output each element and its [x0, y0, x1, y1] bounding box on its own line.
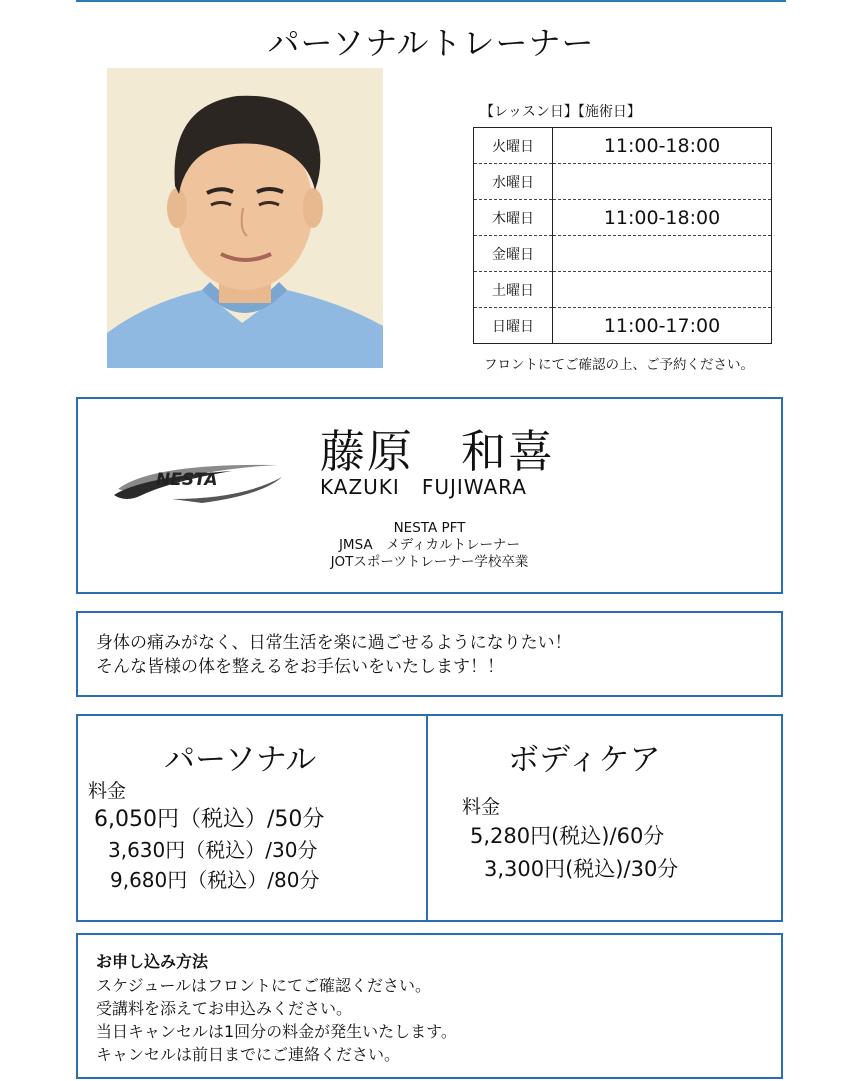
nesta-logo	[112, 455, 284, 511]
top-rule	[76, 0, 786, 2]
schedule-day: 木曜日	[474, 200, 553, 236]
schedule-time	[553, 164, 772, 200]
personal-price-line: 9,680円（税込）/80分	[110, 868, 320, 892]
schedule-time: 11:00-18:00	[553, 200, 772, 236]
credential-line: JMSA メディカルトレーナー	[338, 537, 521, 553]
schedule-row	[474, 128, 772, 164]
profile-box	[76, 397, 783, 594]
logo-text: NESTA	[156, 470, 218, 490]
credential-line: JOTスポーツトレーナー学校卒業	[330, 554, 529, 570]
apply-line: 当日キャンセルは1回分の料金が発生いたします。	[96, 1022, 457, 1041]
schedule-row	[474, 164, 772, 200]
bodycare-price-line: 3,300円(税込)/30分	[484, 857, 679, 881]
application-box	[76, 933, 783, 1079]
trainer-name-jp: 藤原 和喜	[320, 425, 556, 478]
message-line: 身体の痛みがなく、日常生活を楽に過ごせるようになりたい！	[96, 633, 572, 653]
apply-line: スケジュールはフロントにてご確認ください。	[96, 976, 432, 995]
apply-line: キャンセルは前日までにご連絡ください。	[96, 1045, 401, 1064]
personal-title: パーソナル	[164, 742, 317, 778]
schedule-table	[473, 127, 772, 344]
schedule-time	[553, 236, 772, 272]
schedule-row	[474, 236, 772, 272]
schedule-header: 【レッスン日】【施術日】	[480, 104, 641, 120]
schedule-row	[474, 308, 772, 344]
personal-price-line: 6,050円（税込）/50分	[94, 807, 325, 832]
bodycare-price-label: 料金	[462, 796, 501, 818]
schedule-day: 日曜日	[474, 308, 553, 344]
personal-price-line: 3,630円（税込）/30分	[108, 838, 318, 862]
message-box	[76, 611, 783, 697]
schedule-time: 11:00-17:00	[553, 308, 772, 344]
schedule-time: 11:00-18:00	[553, 128, 772, 164]
credentials	[78, 520, 781, 571]
message-line: そんな皆様の体を整えるをお手伝いをいたします！！	[96, 657, 504, 677]
apply-title: お申し込み方法	[96, 952, 209, 971]
schedule-time	[553, 272, 772, 308]
schedule-day: 土曜日	[474, 272, 553, 308]
schedule-row	[474, 272, 772, 308]
schedule-day: 火曜日	[474, 128, 553, 164]
trainer-photo	[107, 68, 383, 368]
apply-line: 受講料を添えてお申込みください。	[96, 999, 353, 1018]
pricing-divider	[426, 716, 428, 920]
schedule-day: 水曜日	[474, 164, 553, 200]
personal-price-label: 料金	[88, 780, 127, 802]
trainer-name-en: KAZUKI FUJIWARA	[320, 475, 527, 499]
page-title: パーソナルトレーナー	[267, 24, 595, 62]
pricing-box	[76, 714, 783, 922]
schedule-row	[474, 200, 772, 236]
schedule-day: 金曜日	[474, 236, 553, 272]
message-text	[96, 631, 572, 679]
schedule-note: フロントにてご確認の上、ご予約ください。	[484, 357, 754, 373]
credential-line: NESTA PFT	[393, 520, 466, 536]
bodycare-title: ボディケア	[508, 742, 661, 778]
bodycare-price-line: 5,280円(税込)/60分	[470, 824, 665, 848]
